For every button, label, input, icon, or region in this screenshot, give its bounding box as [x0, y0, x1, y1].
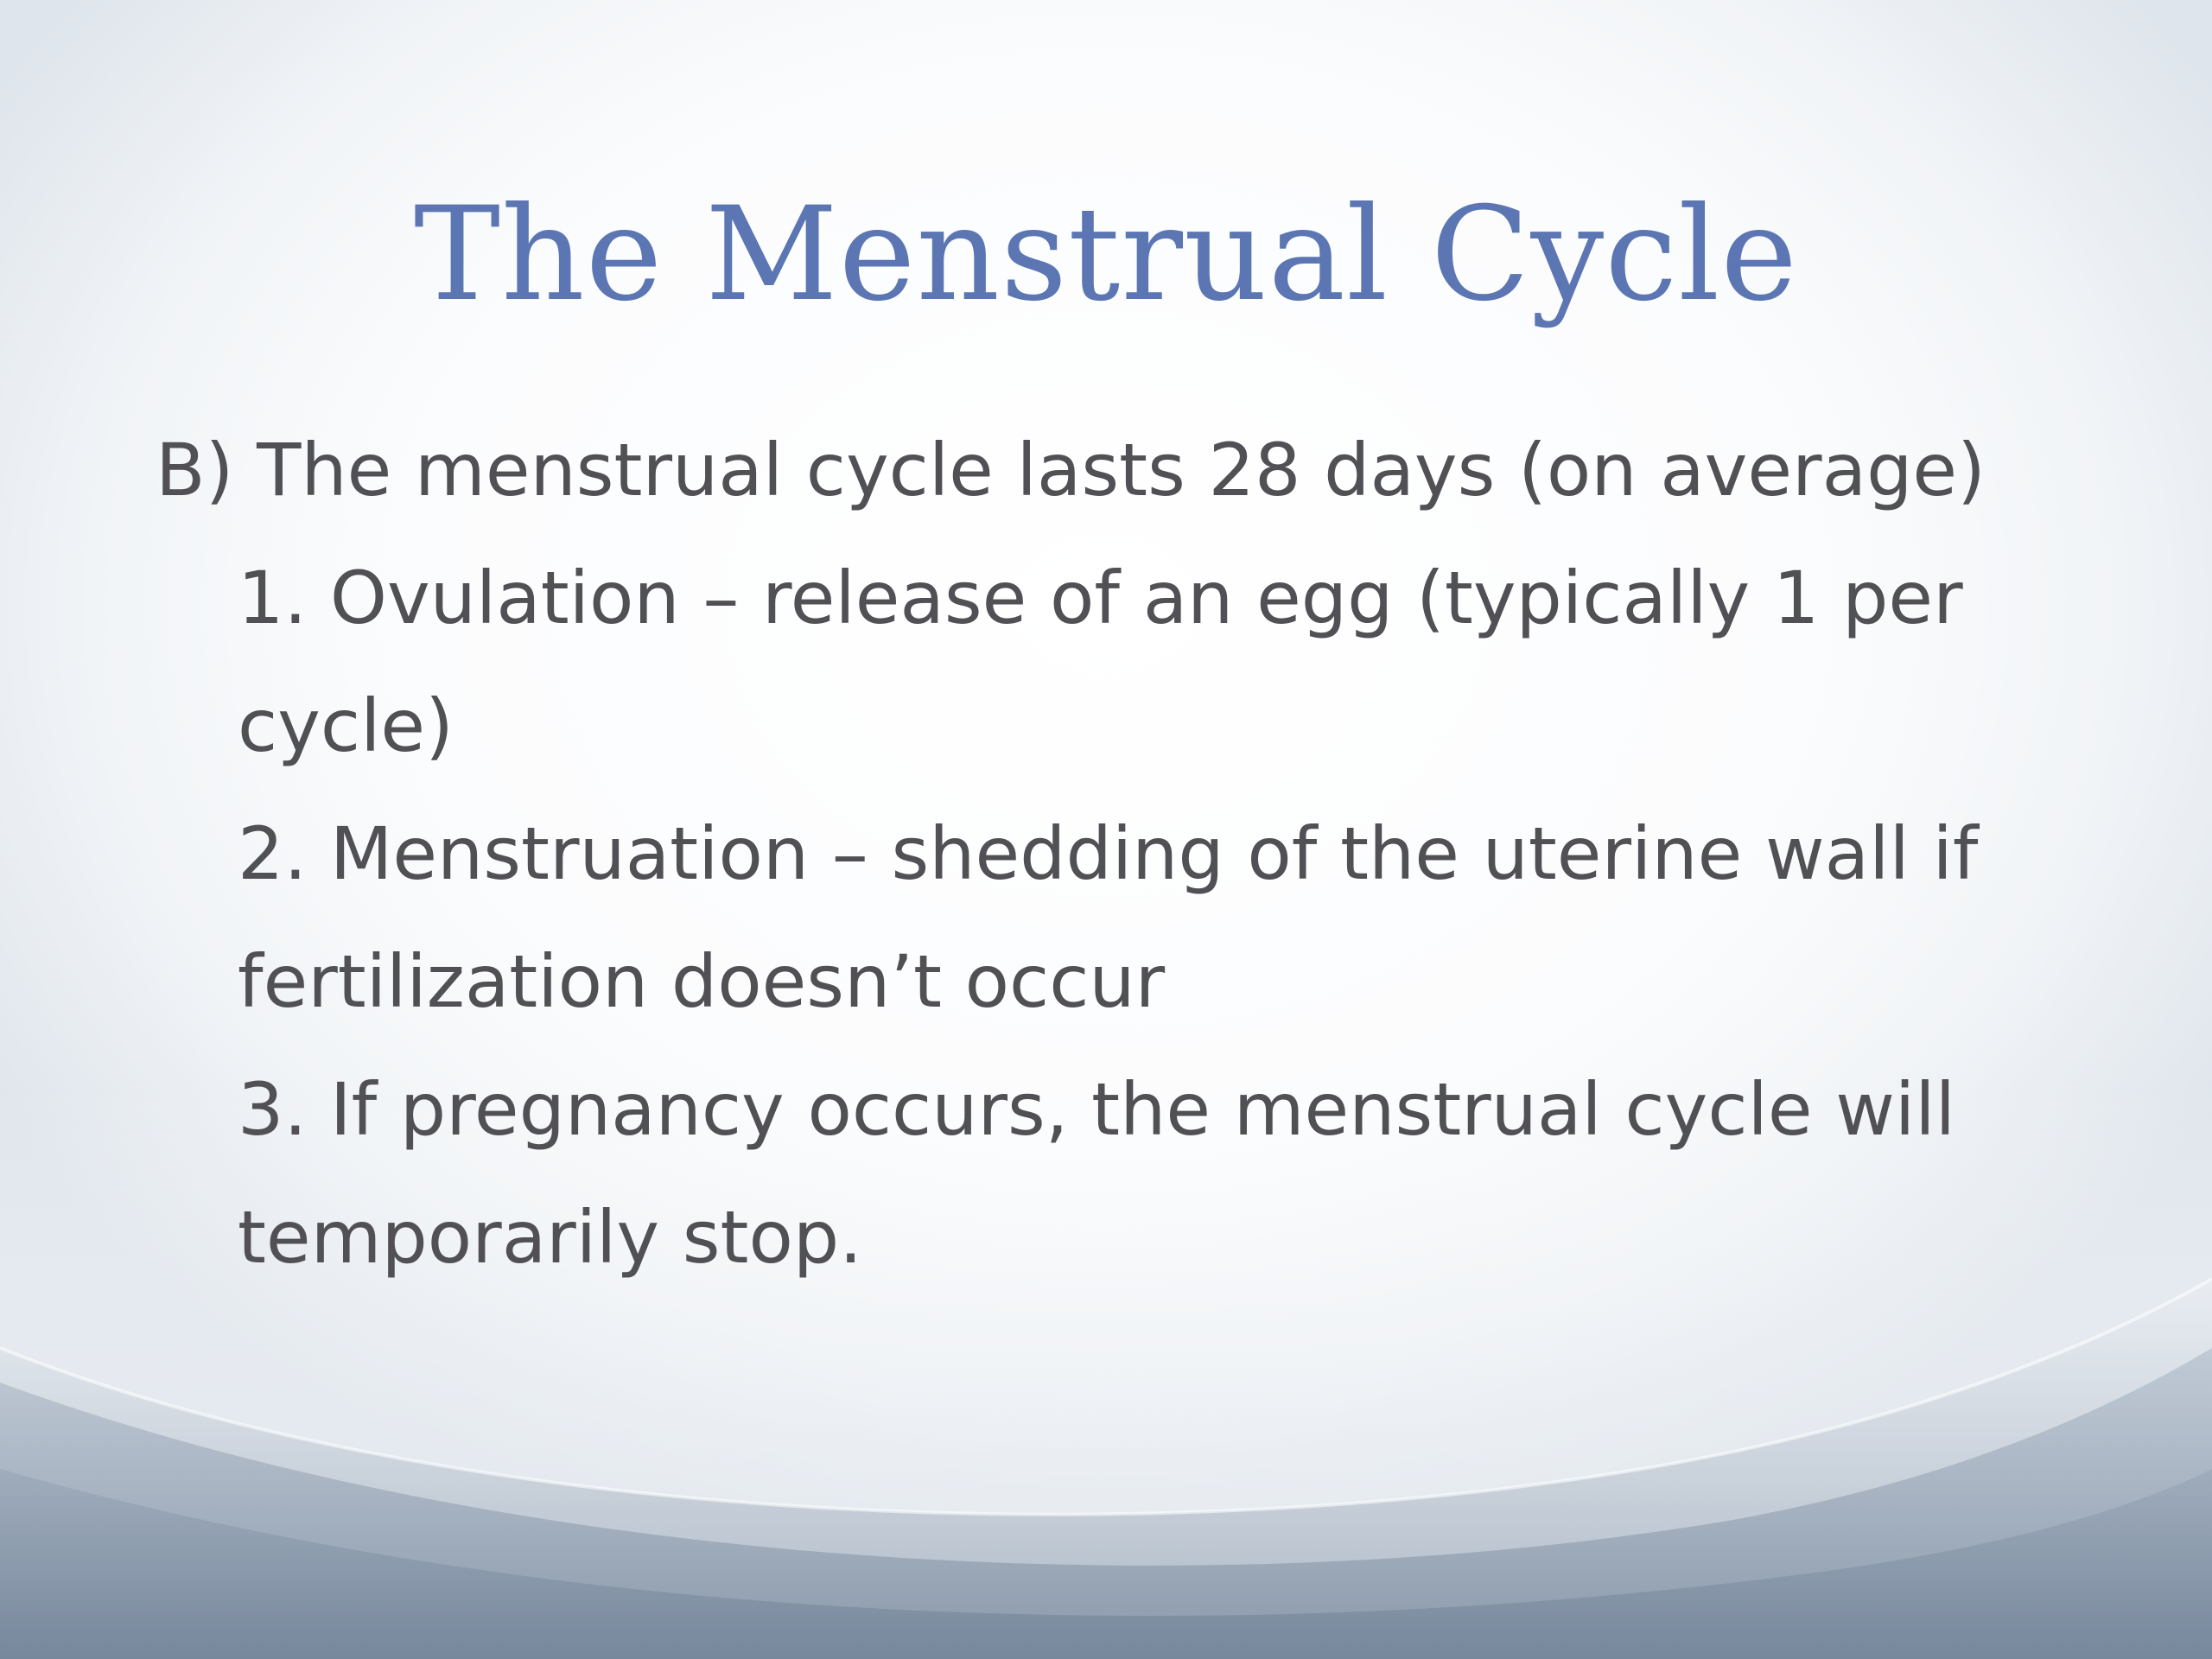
slide-title: The Menstrual Cycle	[414, 180, 1798, 330]
sub-point-menstruation: 2. Menstruation – shedding of the uterine wall if fertilization doesn’t occur	[238, 811, 1979, 1024]
sub-point-ovulation: 1. Ovulation – release of an egg (typically 1 per cycle)	[238, 556, 1963, 768]
slide-body	[156, 406, 2100, 1301]
main-point: B) The menstrual cycle lasts 28 days (on average)	[156, 428, 1986, 512]
sub-point-pregnancy: 3. If pregnancy occurs, the menstrual cycle will temporarily stop.	[238, 1067, 1955, 1280]
